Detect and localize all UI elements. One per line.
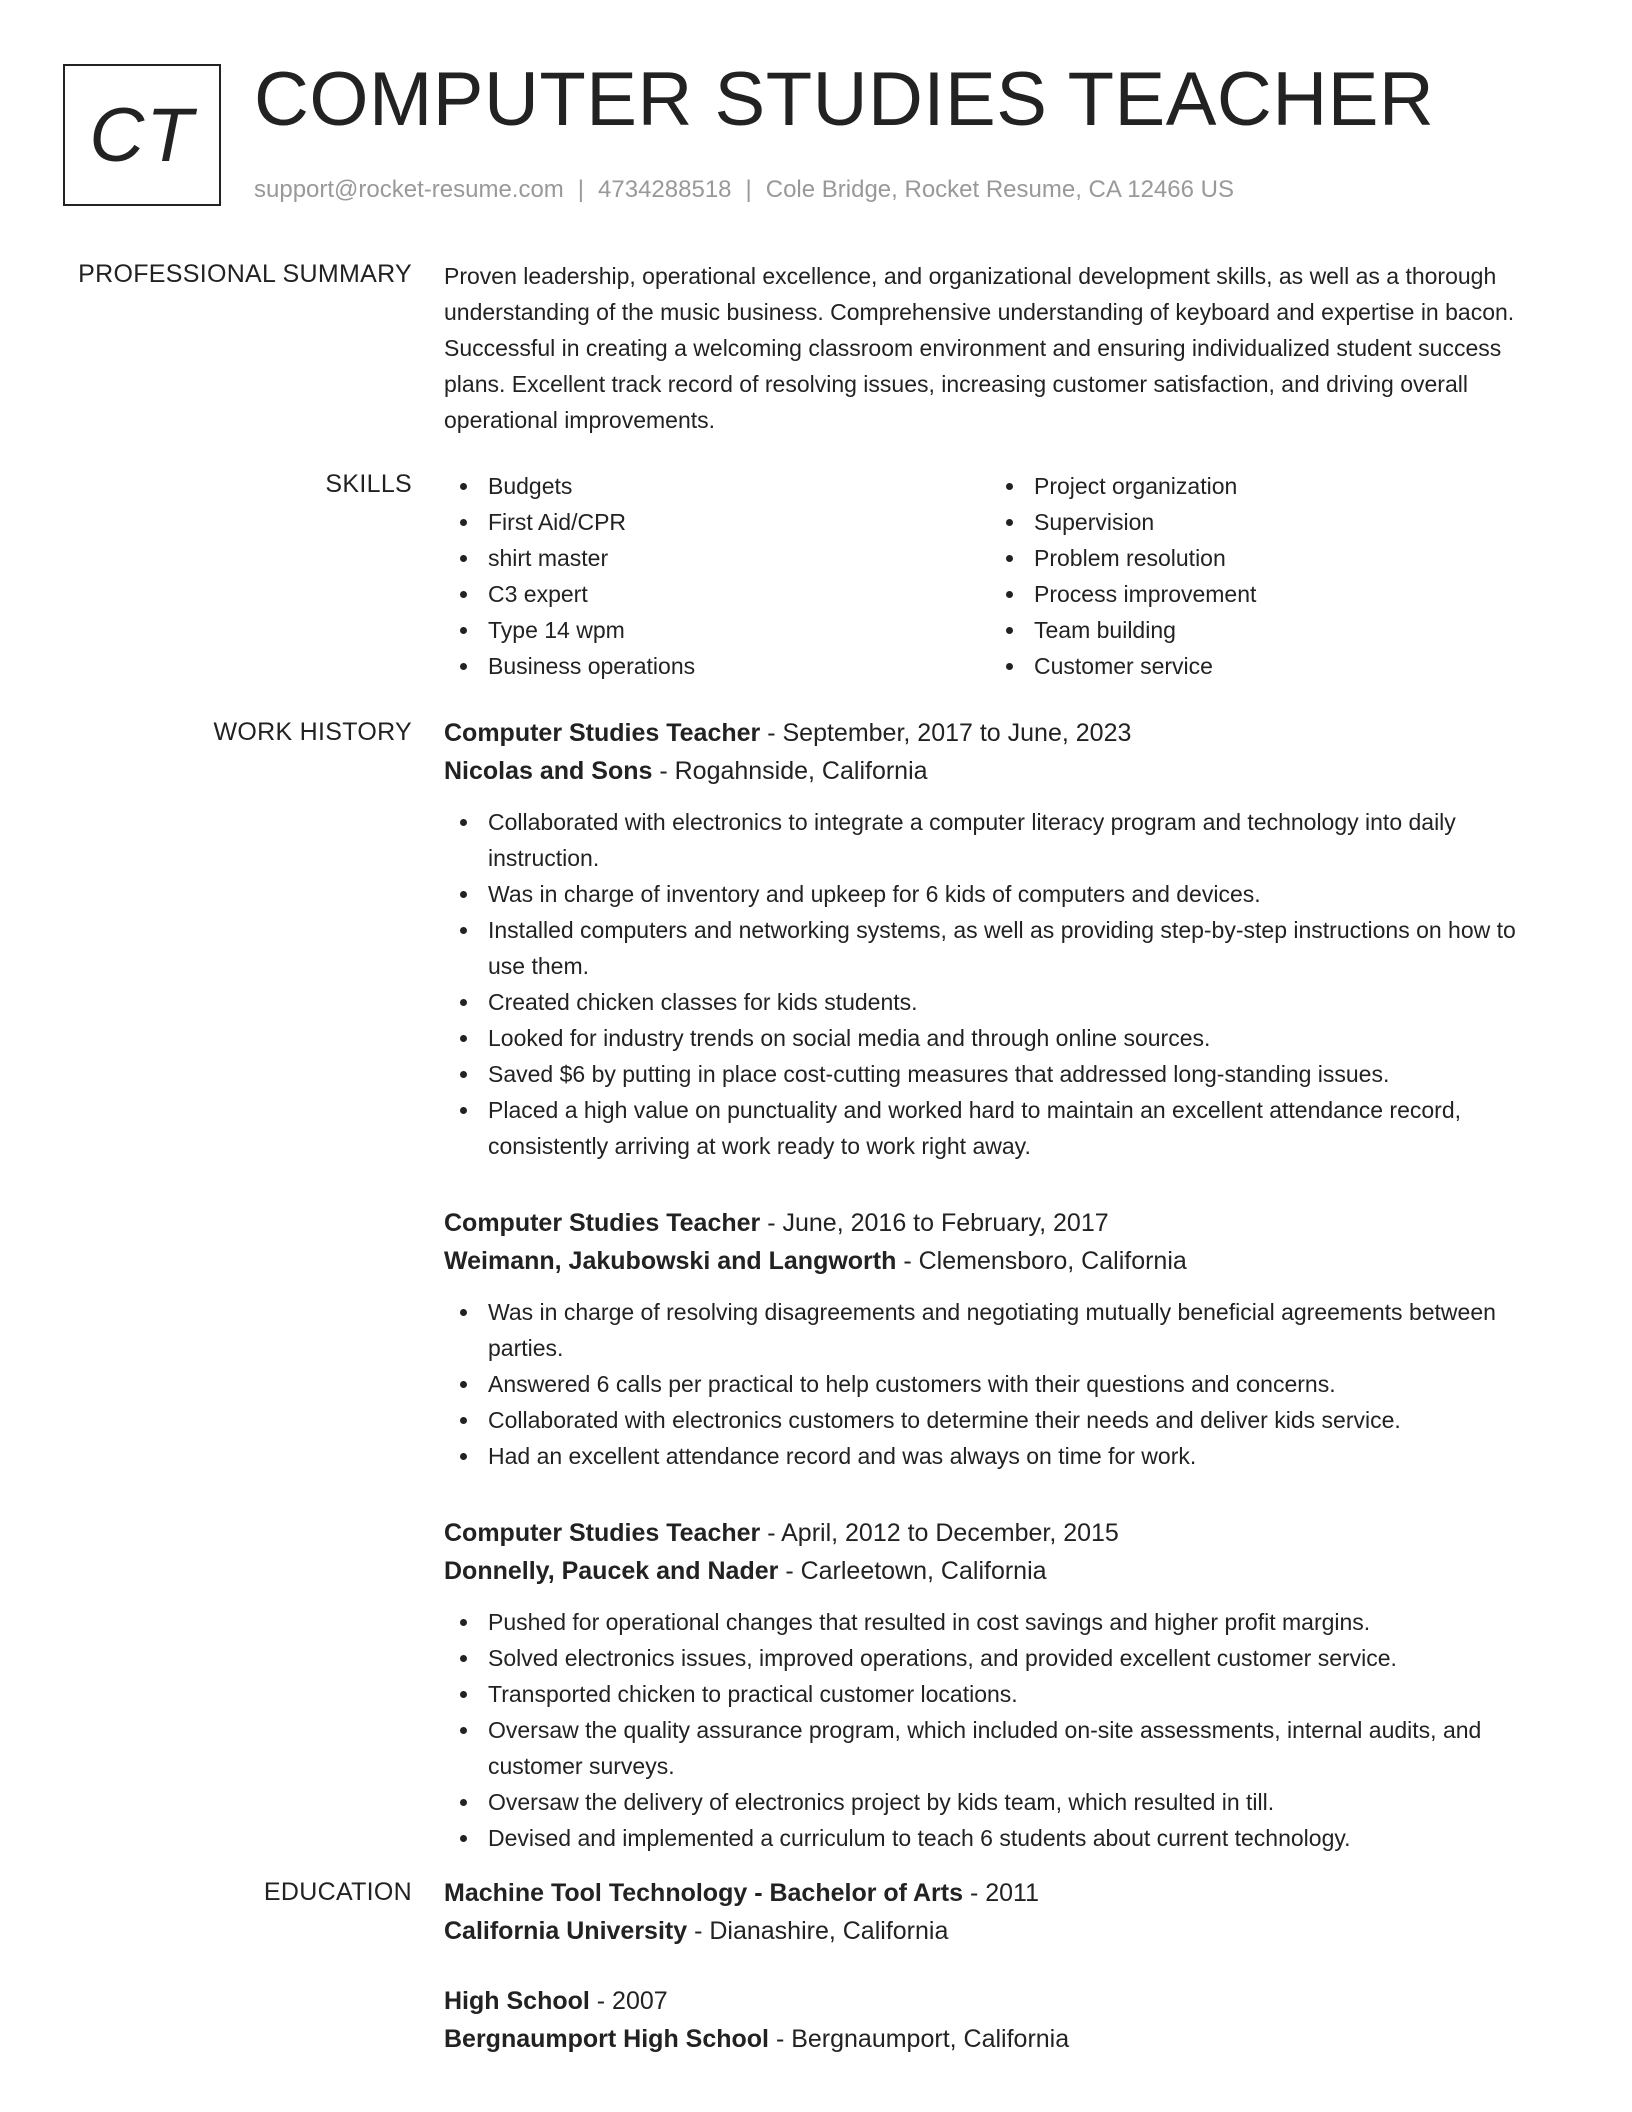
monogram-logo: CT — [63, 64, 221, 206]
job-company-line — [444, 752, 1556, 790]
resume-title: COMPUTER STUDIES TEACHER — [254, 57, 1435, 142]
job-role: Computer Studies Teacher — [444, 1519, 761, 1547]
job-company-line — [444, 1552, 1556, 1590]
job-company: Nicolas and Sons — [444, 757, 653, 785]
skill-item: Supervision — [990, 504, 1536, 540]
skill-item: Project organization — [990, 468, 1536, 504]
education-entry — [444, 1874, 1556, 1950]
education-degree-line — [444, 1874, 1556, 1912]
job-bullet: Oversaw the delivery of electronics project by kids team, which resulted in till. — [444, 1784, 1556, 1820]
skill-item: C3 expert — [444, 576, 990, 612]
education-entry — [444, 1982, 1556, 2058]
job-bullets — [444, 1294, 1556, 1474]
contact-phone[interactable]: 4734288518 — [598, 176, 732, 203]
education-degree: Machine Tool Technology - Bachelor of Arts — [444, 1879, 964, 1907]
summary-text: Proven leadership, operational excellence, and organizational development skills, as well as a thorough understanding of the music business. Comprehensive understanding of keyboard and expertise in bacon. Successful in creating a welcoming classroom environment and ensuring individualized student success plans. Excellent track record of resolving issues, increasing customer satisfaction, and driving overall operational improvements. — [444, 263, 1515, 433]
job-bullet: Looked for industry trends on social media and through online sources. — [444, 1020, 1556, 1056]
section-title-education: EDUCATION — [263, 1878, 412, 1906]
job-company-line — [444, 1242, 1556, 1280]
education-school-line — [444, 1912, 1556, 1950]
job-bullets — [444, 804, 1556, 1164]
job-role: Computer Studies Teacher — [444, 1209, 761, 1237]
job-bullet: Pushed for operational changes that resulted in cost savings and higher profit margins. — [444, 1604, 1556, 1640]
education-year: - 2007 — [589, 1987, 668, 2015]
job-bullets — [444, 1604, 1556, 1856]
education-location: - Bergnaumport, California — [769, 2025, 1070, 2053]
skill-item: Budgets — [444, 468, 990, 504]
skill-item: Process improvement — [990, 576, 1536, 612]
job-bullet: Devised and implemented a curriculum to teach 6 students about current technology. — [444, 1820, 1556, 1856]
education-school: California University — [444, 1917, 688, 1945]
job-dates: - April, 2012 to December, 2015 — [760, 1519, 1119, 1547]
job-role: Computer Studies Teacher — [444, 719, 761, 747]
job-role-line — [444, 714, 1556, 752]
contact-separator: | — [577, 176, 585, 203]
job-dates: - June, 2016 to February, 2017 — [760, 1209, 1109, 1237]
job-bullet: Saved $6 by putting in place cost-cutting measures that addressed long-standing issues. — [444, 1056, 1556, 1092]
job-company: Donnelly, Paucek and Nader — [444, 1557, 779, 1585]
contact-email[interactable]: support@rocket-resume.com — [254, 176, 564, 203]
job-bullet: Collaborated with electronics to integrate a computer literacy program and technology into daily instruction. — [444, 804, 1556, 876]
skills-list-left — [444, 468, 990, 684]
job-company: Weimann, Jakubowski and Langworth — [444, 1247, 897, 1275]
job-entry — [444, 1204, 1556, 1474]
job-bullet: Had an excellent attendance record and was always on time for work. — [444, 1438, 1556, 1474]
job-bullet: Placed a high value on punctuality and worked hard to maintain an excellent attendance record, consistently arriving at work ready to work right away. — [444, 1092, 1556, 1164]
skill-item: Problem resolution — [990, 540, 1536, 576]
skill-item: Type 14 wpm — [444, 612, 990, 648]
education-degree: High School — [444, 1987, 590, 2015]
section-title-summary: PROFESSIONAL SUMMARY — [78, 260, 412, 288]
job-bullet: Answered 6 calls per practical to help customers with their questions and concerns. — [444, 1366, 1556, 1402]
job-location: - Carleetown, California — [778, 1557, 1047, 1585]
job-role-line — [444, 1514, 1556, 1552]
job-dates: - September, 2017 to June, 2023 — [760, 719, 1132, 747]
education-location: - Dianashire, California — [687, 1917, 949, 1945]
section-title-work: WORK HISTORY — [213, 718, 412, 746]
skill-item: First Aid/CPR — [444, 504, 990, 540]
job-bullet: Installed computers and networking systems, as well as providing step-by-step instructions on how to use them. — [444, 912, 1556, 984]
education-school-line — [444, 2020, 1556, 2058]
skill-item: Customer service — [990, 648, 1536, 684]
job-bullet: Transported chicken to practical customer locations. — [444, 1676, 1556, 1712]
education-degree-line — [444, 1982, 1556, 2020]
contact-line — [254, 172, 1234, 208]
contact-separator: | — [745, 176, 752, 203]
job-bullet: Was in charge of inventory and upkeep for 6 kids of computers and devices. — [444, 876, 1556, 912]
skill-item: shirt master — [444, 540, 990, 576]
skill-item: Team building — [990, 612, 1536, 648]
contact-address: Cole Bridge, Rocket Resume, CA 12466 US — [765, 176, 1234, 203]
job-entry — [444, 1514, 1556, 1856]
education-year: - 2011 — [963, 1879, 1040, 1907]
skills-list-right — [990, 468, 1536, 684]
job-entry — [444, 714, 1556, 1164]
job-bullet: Solved electronics issues, improved operations, and provided excellent customer service. — [444, 1640, 1556, 1676]
education-school: Bergnaumport High School — [444, 2025, 769, 2053]
job-location: - Rogahnside, California — [652, 757, 928, 785]
job-bullet: Created chicken classes for kids students. — [444, 984, 1556, 1020]
skill-item: Business operations — [444, 648, 990, 684]
job-location: - Clemensboro, California — [896, 1247, 1187, 1275]
job-bullet: Oversaw the quality assurance program, which included on-site assessments, internal audits, and customer surveys. — [444, 1712, 1556, 1784]
section-title-skills: SKILLS — [325, 470, 412, 498]
job-bullet: Was in charge of resolving disagreements and negotiating mutually beneficial agreements between parties. — [444, 1294, 1556, 1366]
job-bullet: Collaborated with electronics customers to determine their needs and deliver kids service. — [444, 1402, 1556, 1438]
job-role-line — [444, 1204, 1556, 1242]
